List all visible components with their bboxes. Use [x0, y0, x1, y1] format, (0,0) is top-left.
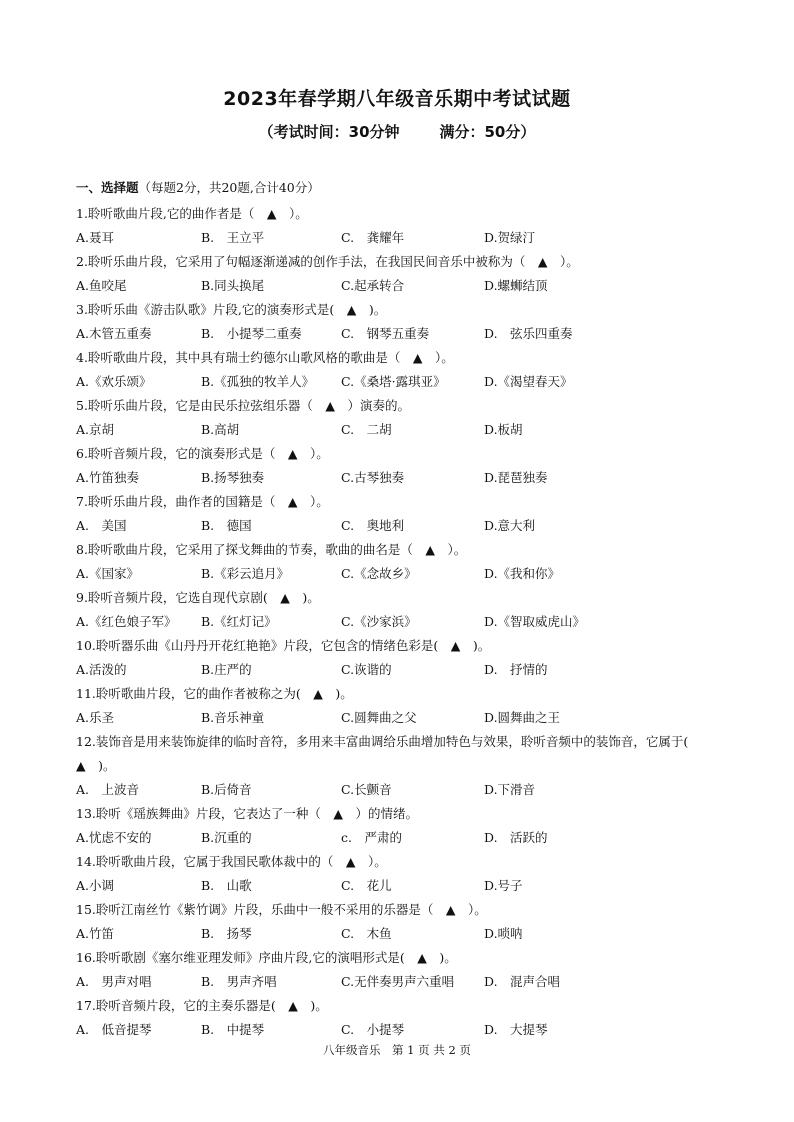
question-text: 6.聆听音频片段，它的演奏形式是（ ▲ ）。 — [76, 446, 329, 461]
option-a: A.竹笛独奏 — [76, 470, 140, 485]
option-d: D.板胡 — [484, 422, 523, 437]
option-a: A. 上波音 — [76, 782, 140, 797]
option-c: C.《桑塔·露琪亚》 — [341, 374, 446, 389]
question-list — [76, 202, 726, 1042]
option-a: A.《欢乐颂》 — [76, 374, 152, 389]
question-text: 8.聆听歌曲片段，它采用了探戈舞曲的节奏，歌曲的曲名是（ ▲ ）。 — [76, 542, 467, 557]
option-a: A.乐圣 — [76, 710, 115, 725]
question-options — [76, 562, 726, 586]
option-a: A.《红色娘子军》 — [76, 614, 177, 629]
option-a: A. 美国 — [76, 518, 127, 533]
question-text: 17.聆听音频片段，它的主奏乐器是( ▲ )。 — [76, 998, 328, 1013]
question-text: 9.聆听音频片段，它选自现代京剧( ▲ )。 — [76, 590, 320, 605]
option-b: B. 山歌 — [201, 878, 252, 893]
option-b: B.庄严的 — [201, 662, 252, 677]
exam-time: （考试时间：30分钟 — [258, 123, 400, 141]
option-d: D.螺蛳结顶 — [484, 278, 548, 293]
question-options — [76, 370, 726, 394]
exam-score: 满分：50分） — [439, 123, 536, 141]
option-c: C.诙谐的 — [341, 662, 392, 677]
option-d: D.《渴望春天》 — [484, 374, 573, 389]
option-d: D. 活跃的 — [484, 830, 548, 845]
option-b: B.《彩云追月》 — [201, 566, 290, 581]
question-options — [76, 226, 726, 250]
option-d: D. 抒情的 — [484, 662, 548, 677]
section-heading — [76, 178, 320, 196]
option-b: B.沉重的 — [201, 830, 252, 845]
option-d: D.圆舞曲之王 — [484, 710, 561, 725]
option-a: A.京胡 — [76, 422, 115, 437]
option-a: A. 男声对唱 — [76, 974, 152, 989]
question-options — [76, 322, 726, 346]
option-c: C. 奥地利 — [341, 518, 405, 533]
option-d: D.唢呐 — [484, 926, 523, 941]
question-options — [76, 874, 726, 898]
option-a: A.木管五重奏 — [76, 326, 152, 341]
question-options — [76, 922, 726, 946]
question-options — [76, 418, 726, 442]
option-b: B. 王立平 — [201, 230, 265, 245]
option-d: D.贺绿汀 — [484, 230, 536, 245]
question-options — [76, 610, 726, 634]
option-a: A.活泼的 — [76, 662, 127, 677]
option-b: B.后倚音 — [201, 782, 252, 797]
page-footer: 八年级音乐 第 1 页 共 2 页 — [323, 1043, 471, 1057]
question-options — [76, 466, 726, 490]
option-b: B. 德国 — [201, 518, 252, 533]
option-a: A.鱼咬尾 — [76, 278, 127, 293]
question-text: 14.聆听歌曲片段，它属于我国民歌体裁中的（ ▲ ）。 — [76, 854, 387, 869]
option-d: D.《我和你》 — [484, 566, 561, 581]
question-text: 1.聆听歌曲片段,它的曲作者是（ ▲ ）。 — [76, 206, 308, 221]
question-text: 11.聆听歌曲片段，它的曲作者被称之为( ▲ )。 — [76, 686, 353, 701]
question-options — [76, 274, 726, 298]
option-c: C.古琴独奏 — [341, 470, 405, 485]
option-c: C. 钢琴五重奏 — [341, 326, 430, 341]
question-text: 2.聆听乐曲片段，它采用了句幅逐渐递减的创作手法，在我国民间音乐中被称为（ ▲ ）。 — [76, 254, 579, 269]
option-c: C.起承转合 — [341, 278, 405, 293]
option-b: B.音乐神童 — [201, 710, 265, 725]
option-b: B.高胡 — [201, 422, 240, 437]
question-options — [76, 1018, 726, 1042]
option-d: D.号子 — [484, 878, 523, 893]
option-b: B.《孤独的牧羊人》 — [201, 374, 315, 389]
question-text: 15.聆听江南丝竹《紫竹调》片段，乐曲中一般不采用的乐器是（ ▲ ）。 — [76, 902, 487, 917]
option-b: B. 扬琴 — [201, 926, 252, 941]
question-text: 16.聆听歌剧《塞尔维亚理发师》序曲片段,它的演唱形式是( ▲ )。 — [76, 950, 457, 965]
question-options — [76, 778, 726, 802]
option-a: A. 低音提琴 — [76, 1022, 152, 1037]
option-b: B.扬琴独奏 — [201, 470, 265, 485]
option-c: C.《沙家浜》 — [341, 614, 417, 629]
option-d: D.琵琶独奏 — [484, 470, 548, 485]
question-options — [76, 706, 726, 730]
option-c: c. 严肃的 — [341, 830, 402, 845]
exam-title: 2023年春学期八年级音乐期中考试试题 — [223, 88, 571, 110]
option-d: D. 混声合唱 — [484, 974, 561, 989]
option-c: C. 木鱼 — [341, 926, 392, 941]
question-text: 3.聆听乐曲《游击队歌》片段,它的演奏形式是( ▲ )。 — [76, 302, 387, 317]
option-c: C. 花儿 — [341, 878, 392, 893]
option-d: D. 大提琴 — [484, 1022, 548, 1037]
question-text: 12.装饰音是用来装饰旋律的临时音符，多用来丰富曲调给乐曲增加特色与效果，聆听音频中的装饰音，它属于( ▲ )。 — [76, 734, 701, 773]
option-a: A.《国家》 — [76, 566, 140, 581]
option-c: C.《念故乡》 — [341, 566, 417, 581]
question-options — [76, 658, 726, 682]
option-c: C. 龚耀年 — [341, 230, 405, 245]
option-c: C.长颤音 — [341, 782, 392, 797]
option-d: D.《智取威虎山》 — [484, 614, 586, 629]
question-text: 7.聆听乐曲片段，曲作者的国籍是（ ▲ ）。 — [76, 494, 329, 509]
option-b: B. 小提琴二重奏 — [201, 326, 302, 341]
option-b: B. 男声齐唱 — [201, 974, 277, 989]
option-a: A.忧虑不安的 — [76, 830, 152, 845]
option-c: C. 小提琴 — [341, 1022, 405, 1037]
option-a: A.竹笛 — [76, 926, 115, 941]
question-options — [76, 514, 726, 538]
option-d: D.意大利 — [484, 518, 536, 533]
question-text: 5.聆听乐曲片段，它是由民乐拉弦组乐器（ ▲ ）演奏的。 — [76, 398, 411, 413]
question-text: 4.聆听歌曲片段，其中具有瑞士约德尔山歌风格的歌曲是（ ▲ ）。 — [76, 350, 454, 365]
section-title: 一、选择题 — [76, 180, 139, 195]
question-options — [76, 970, 726, 994]
option-b: B.《红灯记》 — [201, 614, 277, 629]
option-c: C.无伴奏男声六重唱 — [341, 974, 455, 989]
question-options — [76, 826, 726, 850]
option-c: C.圆舞曲之父 — [341, 710, 417, 725]
question-text: 10.聆听器乐曲《山丹丹开花红艳艳》片段，它包含的情绪色彩是( ▲ )。 — [76, 638, 491, 653]
section-note: （每题2分，共20题,合计40分） — [138, 180, 320, 195]
option-d: D. 弦乐四重奏 — [484, 326, 573, 341]
option-a: A.聂耳 — [76, 230, 115, 245]
exam-subtitle — [0, 121, 794, 142]
option-c: C. 二胡 — [341, 422, 392, 437]
question-text: 13.聆听《瑶族舞曲》片段，它表达了一种（ ▲ ）的情绪。 — [76, 806, 418, 821]
option-a: A.小调 — [76, 878, 115, 893]
option-b: B. 中提琴 — [201, 1022, 265, 1037]
option-d: D.下滑音 — [484, 782, 536, 797]
option-b: B.同头换尾 — [201, 278, 265, 293]
